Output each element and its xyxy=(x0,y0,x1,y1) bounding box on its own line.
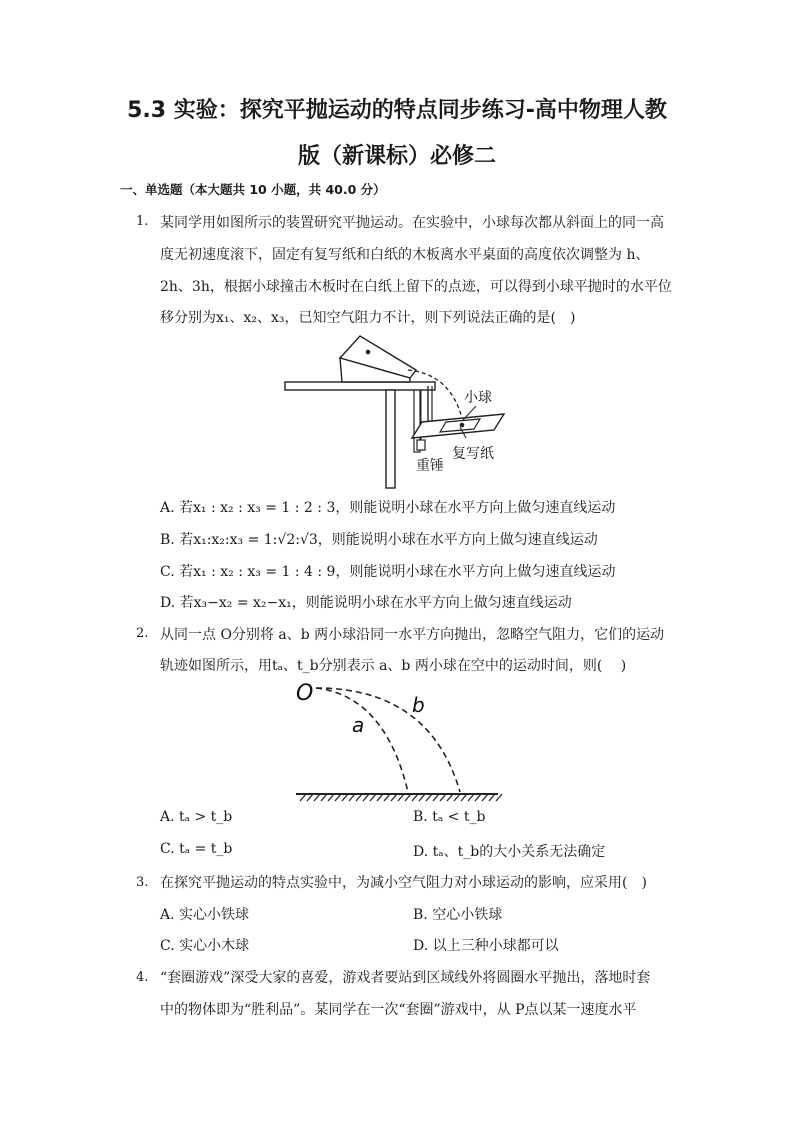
ground-hatch-mark xyxy=(419,794,425,801)
label-carbon-paper: 复写纸 xyxy=(452,446,494,462)
ground-hatch-mark xyxy=(363,794,369,801)
option-a: A. tₐ > t_b xyxy=(160,809,233,825)
ground-hatch-mark xyxy=(314,794,320,801)
question-number: 3. xyxy=(136,875,149,890)
ground-hatch-mark xyxy=(307,794,313,801)
apparatus-figure xyxy=(280,330,520,490)
ground-hatch-mark xyxy=(335,794,341,801)
option-d: D. 以上三种小球都可以 xyxy=(413,938,559,954)
ground-hatch-mark xyxy=(342,794,348,801)
ground-hatch-mark xyxy=(356,794,362,801)
ground-hatch-mark xyxy=(300,794,306,801)
question-text-line: 移分别为x₁、x₂、x₃，已知空气阻力不计，则下列说法正确的是( ) xyxy=(160,310,576,326)
ground-hatch-mark xyxy=(405,794,411,801)
ground-hatch-mark xyxy=(412,794,418,801)
option-c: C. 若x₁ : x₂ : x₃ = 1 : 4 : 9，则能说明小球在水平方向上做匀速直线运动 xyxy=(160,564,616,580)
ground-hatch-mark xyxy=(426,794,432,801)
ground-hatch-mark xyxy=(398,794,404,801)
question-text-line: “套圈游戏”深受大家的喜爱，游戏者要站到区域线外将圆圈水平抛出，落地时套 xyxy=(160,970,651,986)
ground-hatch-mark xyxy=(489,794,495,801)
label-b: b xyxy=(412,693,425,717)
ground-hatch-mark xyxy=(461,794,467,801)
option-b: B. tₐ < t_b xyxy=(413,809,486,825)
ground-hatch-mark xyxy=(447,794,453,801)
trajectory-figure xyxy=(290,674,505,804)
ground-hatch-mark xyxy=(475,794,481,801)
section-heading: 一、单选题（本大题共 10 小题，共 40.0 分） xyxy=(120,182,386,197)
question-text-line: 2h、3h，根据小球撞击木板时在白纸上留下的点迹，可以得到小球平抛时的水平位 xyxy=(160,279,672,295)
question-text-line: 某同学用如图所示的装置研究平抛运动。在实验中，小球每次都从斜面上的同一高 xyxy=(160,215,664,231)
option-d: D. tₐ、t_b的大小关系无法确定 xyxy=(413,844,606,860)
question-number: 4. xyxy=(136,970,149,985)
ground-hatch-mark xyxy=(482,794,488,801)
option-d: D. 若x₃−x₂ = x₂−x₁，则能说明小球在水平方向上做匀速直线运动 xyxy=(160,595,572,611)
ground-hatch-mark xyxy=(440,794,446,801)
question-number: 2. xyxy=(136,626,149,641)
option-b: B. 空心小铁球 xyxy=(413,907,503,923)
page-title-line2: 版（新课标）必修二 xyxy=(297,144,496,169)
question-text-line: 度无初速度滚下，固定有复写纸和白纸的木板离水平桌面的高度依次调整为 h、 xyxy=(160,247,650,263)
ground-hatch-mark xyxy=(321,794,327,801)
ground-hatch-mark xyxy=(468,794,474,801)
page-title-line1: 5.3 实验：探究平抛运动的特点同步练习-高中物理人教 xyxy=(127,98,667,123)
ground-hatch-mark xyxy=(391,794,397,801)
ground-hatch-mark xyxy=(377,794,383,801)
question-text-line: 在探究平抛运动的特点实验中，为减小空气阻力对小球运动的影响，应采用( ) xyxy=(160,875,647,891)
ground-hatch-mark xyxy=(433,794,439,801)
question-text-line: 轨迹如图所示，用tₐ、t_b分别表示 a、b 两小球在空中的运动时间，则( ) xyxy=(160,658,627,674)
question-number: 1. xyxy=(136,214,149,229)
ground-hatch-mark xyxy=(328,794,334,801)
label-weight: 重锤 xyxy=(416,458,444,474)
label-a: a xyxy=(352,713,365,737)
option-a: A. 若x₁ : x₂ : x₃ = 1 : 2 : 3，则能说明小球在水平方向上做匀速直线运动 xyxy=(160,500,616,516)
option-c: C. 实心小木球 xyxy=(160,938,250,954)
ground-hatch-mark xyxy=(384,794,390,801)
question-text-line: 从同一点 O分别将 a、b 两小球沿同一水平方向抛出，忽略空气阻力，它们的运动 xyxy=(160,627,665,643)
option-c: C. tₐ = t_b xyxy=(160,841,233,857)
label-origin-o: O xyxy=(296,681,314,706)
ground-hatch-mark xyxy=(349,794,355,801)
ground-hatch-mark xyxy=(370,794,376,801)
option-b: B. 若x₁:x₂:x₃ = 1:√2:√3，则能说明小球在水平方向上做匀速直线运动 xyxy=(160,532,598,548)
ground-hatch-mark xyxy=(454,794,460,801)
ground-hatch-mark xyxy=(496,794,502,801)
label-ball: 小球 xyxy=(464,390,492,406)
option-a: A. 实心小铁球 xyxy=(160,907,250,923)
question-text-line: 中的物体即为“胜利品”。某同学在一次“套圈”游戏中，从 P点以某一速度水平 xyxy=(160,1002,637,1018)
